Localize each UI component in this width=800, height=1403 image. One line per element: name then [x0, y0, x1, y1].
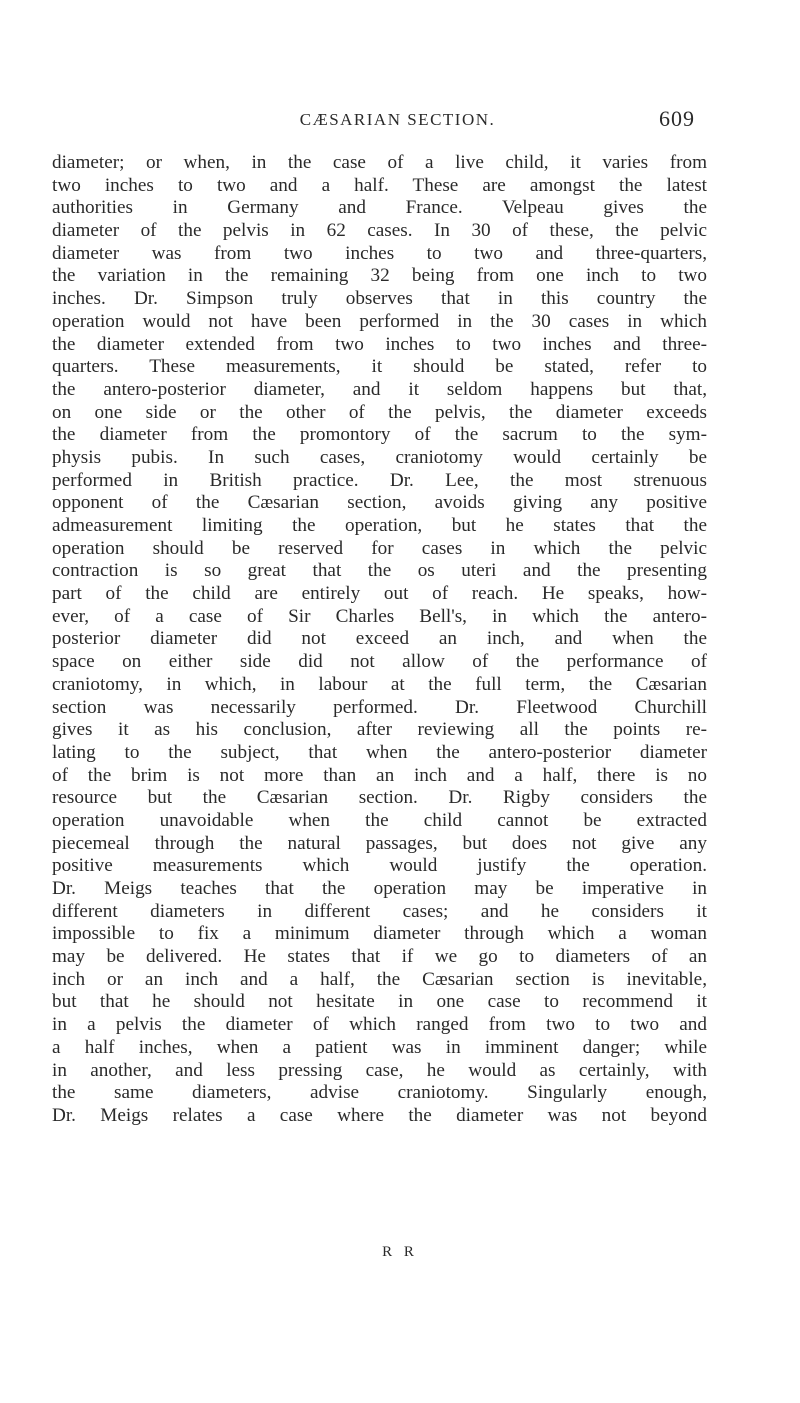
text-line: inches. Dr. Simpson truly observes that in this country the: [52, 288, 707, 310]
text-line: Dr. Meigs teaches that the operation may be imperative in: [52, 878, 707, 899]
text-line: different diameters in different cases; and he considers it: [52, 900, 707, 922]
text-line: resource but the Cæsarian section. Dr. Rigby considers the: [52, 787, 707, 809]
text-line: gives it as his conclusion, after reviewing all the points re-: [52, 719, 707, 741]
body-text: [52, 152, 707, 1128]
text-line: admeasurement limiting the operation, but he states that the: [52, 515, 707, 536]
running-head: [100, 106, 695, 136]
text-line: craniotomy, in which, in labour at the full term, the Cæsarian: [52, 673, 707, 695]
text-line: the diameter from the promontory of the sacrum to the sym-: [52, 424, 707, 446]
text-line: ever, of a case of Sir Charles Bell's, in which the antero-: [52, 605, 707, 627]
text-line: posterior diameter did not exceed an inch, and when the: [52, 628, 707, 650]
text-line: quarters. These measurements, it should be stated, refer to: [52, 356, 707, 378]
text-line: diameter of the pelvis in 62 cases. In 30 of these, the pelvic: [52, 220, 707, 242]
text-line: operation should be reserved for cases in which the pelvic: [52, 537, 707, 559]
text-line: performed in British practice. Dr. Lee, the most strenuous: [52, 469, 707, 491]
text-line: inch or an inch and a half, the Cæsarian section is inevitable,: [52, 968, 707, 990]
text-line: but that he should not hesitate in one case to recommend it: [52, 991, 707, 1013]
text-line: the antero-posterior diameter, and it seldom happens but that,: [52, 378, 707, 400]
text-line: physis pubis. In such cases, craniotomy would certainly be: [52, 446, 707, 468]
text-line: section was necessarily performed. Dr. Fleetwood Churchill: [52, 696, 707, 718]
text-line: operation would not have been performed in the 30 cases in which: [52, 310, 707, 332]
text-line: two inches to two and a half. These are amongst the latest: [52, 174, 707, 196]
text-line: on one side or the other of the pelvis, the diameter exceeds: [52, 401, 707, 423]
text-line: opponent of the Cæsarian section, avoids giving any positive: [52, 492, 707, 514]
text-line: lating to the subject, that when the antero-posterior diameter: [52, 741, 707, 763]
text-line: the diameter extended from two inches to two inches and three-: [52, 333, 707, 355]
text-line: of the brim is not more than an inch and a half, there is no: [52, 764, 707, 786]
text-line: piecemeal through the natural passages, but does not give any: [52, 832, 707, 854]
text-line: may be delivered. He states that if we go to diameters of an: [52, 946, 707, 968]
text-line: in another, and less pressing case, he would as certainly, with: [52, 1059, 707, 1081]
text-line: Dr. Meigs relates a case where the diameter was not beyond: [52, 1104, 707, 1126]
text-line: diameter; or when, in the case of a live child, it varies from: [52, 152, 707, 173]
page-number: 609: [659, 106, 695, 131]
text-line: operation unavoidable when the child cannot be extracted: [52, 809, 707, 831]
text-line: the variation in the remaining 32 being from one inch to two: [52, 265, 707, 287]
text-line: part of the child are entirely out of reach. He speaks, how-: [52, 583, 707, 605]
text-line: the same diameters, advise craniotomy. Singularly enough,: [52, 1082, 707, 1104]
text-line: contraction is so great that the os uteri and the presenting: [52, 560, 707, 582]
text-line: positive measurements which would justify the operation.: [52, 855, 707, 877]
text-line: impossible to fix a minimum diameter through which a woman: [52, 923, 707, 945]
text-line: space on either side did not allow of the performance of: [52, 651, 707, 673]
text-line: a half inches, when a patient was in imminent danger; while: [52, 1036, 707, 1058]
text-line: authorities in Germany and France. Velpeau gives the: [52, 197, 707, 219]
text-line: diameter was from two inches to two and three-quarters,: [52, 242, 707, 264]
text-line: in a pelvis the diameter of which ranged from two to two and: [52, 1014, 707, 1036]
running-title: CÆSARIAN SECTION.: [299, 110, 496, 129]
signature-mark: R R: [382, 1244, 418, 1260]
